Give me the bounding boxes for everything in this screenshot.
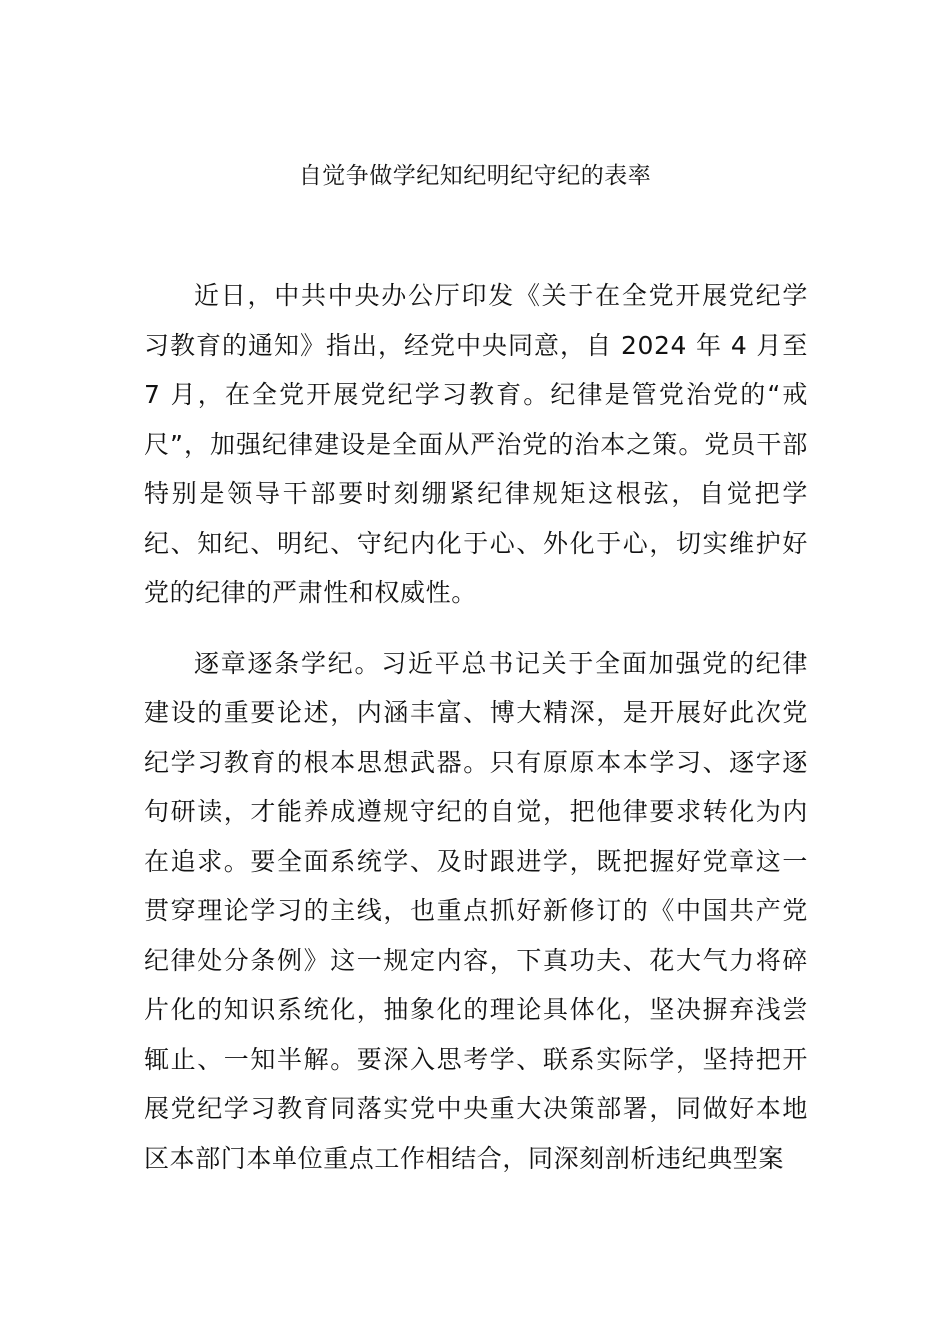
paragraph-study-discipline: 逐章逐条学纪。习近平总书记关于全面加强党的纪律建设的重要论述，内涵丰富、博大精深，是开展好此次党纪学习教育的根本思想武器。只有原原本本学习、逐字逐句研读，才能养成遵规守纪的自觉，把他律要求转化为内在追求。要全面系统学、及时跟进学，既把握好党章这一贯穿理论学习的主线，也重点抓好新修订的《中国共产党纪律处分条例》这一规定内容，下真功夫、花大气力将碎片化的知识系统化，抽象化的理论具体化，坚决摒弃浅尝辄止、一知半解。要深入思考学、联系实际学，坚持把开展党纪学习教育同落实党中央重大决策部署，同做好本地区本部门本单位重点工作相结合，同深刻剖析违纪典型案 [144, 648, 808, 1173]
document-body [144, 271, 808, 1204]
document-title: 自觉争做学纪知纪明纪守纪的表率 [298, 163, 652, 189]
paragraph-intro: 近日，中共中央办公厅印发《关于在全党开展党纪学习教育的通知》指出，经党中央同意，自 2024 年 4 月至 7 月，在全党开展党纪学习教育。纪律是管党治党的“戒尺”，加强纪律建设是全面从严治党的治本之策。党员干部特别是领导干部要时刻绷紧纪律规矩这根弦，自觉把学纪、知纪、明纪、守纪内化于心、外化于心，切实维护好党的纪律的严肃性和权威性。 [144, 281, 808, 607]
